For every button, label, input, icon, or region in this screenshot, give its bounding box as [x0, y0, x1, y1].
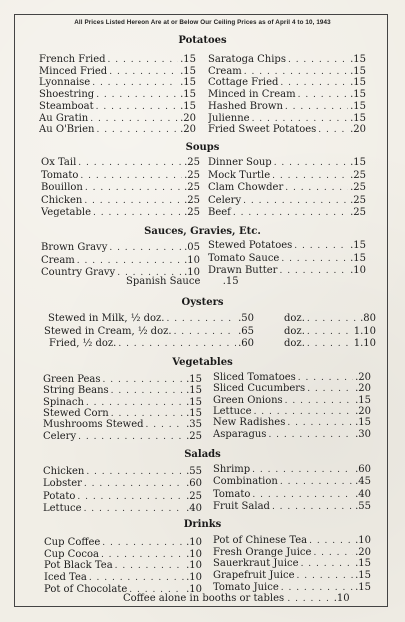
menu-item — [44, 549, 202, 561]
item-name: Steamboat — [39, 100, 94, 112]
dot-leader — [274, 157, 348, 169]
item-name: Clam Chowder — [208, 182, 284, 193]
item-price: .55 — [186, 466, 202, 477]
menu-item — [41, 157, 200, 169]
item-name: Stewed in Cream, ½ doz. — [44, 325, 172, 337]
dot-leader — [103, 374, 185, 386]
item-price: .15 — [355, 394, 371, 406]
menu-item — [208, 101, 366, 113]
dozen-price: 1.10 — [353, 338, 376, 350]
dot-leader — [281, 582, 353, 594]
item-name: Fried, ½ doz. — [49, 338, 117, 350]
item-name: Hashed Brown — [208, 100, 283, 112]
item-name: Spinach — [43, 396, 84, 408]
menu-item — [208, 66, 366, 78]
dot-leader — [78, 157, 182, 169]
item-name: Fried Sweet Potatoes — [208, 124, 317, 136]
item-price: .25 — [350, 182, 366, 193]
item-name: Ox Tail — [41, 157, 77, 168]
item-price: .25 — [186, 490, 202, 502]
item-price: .10 — [186, 560, 202, 572]
dot-leader — [115, 560, 184, 572]
item-name: Stewed Corn — [43, 407, 109, 419]
dozen-price: 1.10 — [353, 325, 376, 337]
dot-leader — [254, 406, 354, 418]
menu-item — [41, 170, 200, 182]
dot-leader — [96, 89, 178, 101]
menu-item — [43, 478, 202, 490]
menu-item — [43, 491, 202, 503]
menu-item — [213, 535, 371, 547]
dot-leader — [272, 170, 348, 182]
item-price: .10 — [186, 583, 202, 595]
item-price: .20 — [355, 383, 371, 395]
item-name: Bouillon — [41, 182, 83, 193]
dot-leader — [108, 54, 179, 66]
item-price: .20 — [355, 372, 371, 383]
menu-item — [41, 207, 200, 219]
item-price: .10 — [184, 254, 200, 266]
menu-item — [208, 170, 366, 182]
item-price: .15 — [186, 385, 202, 397]
item-name: Tomato Juice — [213, 581, 279, 593]
menu-item — [213, 558, 371, 570]
item-name: Shoestring — [39, 89, 95, 101]
item-price: .15 — [355, 417, 371, 429]
dot-leader — [243, 195, 348, 207]
item-name: Celery — [208, 194, 242, 206]
drinks-footer-item: Coffee alone in booths or tables . . . . . . .10 — [123, 593, 350, 604]
dot-leader — [174, 326, 237, 338]
dot-leader — [288, 54, 348, 66]
dot-leader — [77, 491, 184, 503]
item-price: .20 — [355, 546, 371, 558]
menu-item — [213, 489, 371, 501]
half-dozen-price: .50 — [238, 313, 254, 324]
item-name: Saratoga Chips — [208, 54, 286, 65]
dot-leader — [77, 255, 182, 267]
item-name: Cream — [41, 254, 75, 266]
oyster-dozen — [284, 326, 376, 338]
item-name: Cup Coffee — [44, 537, 101, 548]
dot-leader — [301, 558, 354, 570]
item-name: Chicken — [43, 466, 85, 477]
menu-item — [43, 385, 202, 397]
item-price: .15 — [180, 54, 196, 65]
item-name: Tomato — [41, 169, 79, 181]
item-price: .15 — [350, 112, 366, 124]
dot-leader — [268, 429, 353, 441]
dot-leader — [101, 549, 184, 561]
item-name: Fruit Salad — [213, 500, 270, 512]
menu-item — [208, 113, 366, 125]
item-name: Coffee alone in booths or tables — [123, 593, 285, 604]
menu-item — [39, 124, 196, 136]
menu-item — [43, 419, 202, 431]
item-price: .20 — [350, 124, 366, 136]
item-price: .25 — [186, 430, 202, 442]
menu-item — [39, 77, 196, 89]
sauces-extra-item — [126, 276, 239, 288]
item-price: .15 — [350, 100, 366, 112]
menu-item — [41, 195, 200, 207]
item-name: Mushrooms Stewed — [43, 419, 144, 431]
item-name: Sauerkraut Juice — [213, 558, 299, 570]
menu-item — [208, 77, 366, 89]
menu-item — [43, 466, 202, 478]
dot-leader — [89, 572, 184, 584]
item-name: Mock Turtle — [208, 169, 271, 181]
dot-leader — [96, 124, 178, 136]
item-name: Drawn Butter — [208, 265, 278, 276]
item-name: Lyonnaise — [39, 77, 91, 89]
dot-leader — [109, 66, 178, 78]
menu-item — [39, 113, 196, 125]
dot-leader — [86, 466, 184, 478]
section-title-soups: Soups — [185, 142, 220, 153]
item-price: .15 — [350, 77, 366, 89]
menu-item — [39, 89, 196, 101]
dot-leader — [86, 397, 184, 409]
section-title-oysters: Oysters — [181, 297, 224, 308]
menu-item — [213, 547, 371, 559]
menu-item — [208, 182, 366, 194]
menu-item — [43, 431, 202, 443]
menu-item — [44, 572, 202, 584]
item-price: .55 — [355, 500, 371, 512]
item-price: .10 — [186, 572, 202, 584]
section-title-sauces: Sauces, Gravies, Etc. — [144, 226, 261, 237]
dozen-label: doz. — [284, 313, 305, 324]
menu-item — [208, 89, 366, 101]
menu-item — [43, 503, 202, 515]
dot-leader — [111, 408, 184, 420]
item-price: .40 — [355, 488, 371, 500]
item-name: Chicken — [41, 194, 83, 206]
item-price: .10 — [184, 267, 200, 278]
dot-leader — [272, 501, 353, 513]
item-name: Tomato Sauce — [208, 252, 280, 264]
dot-leader — [146, 419, 185, 431]
item-price: .30 — [355, 428, 371, 440]
menu-item — [39, 54, 196, 66]
dot-leader — [285, 182, 348, 194]
item-name: Green Peas — [43, 374, 101, 385]
dot-leader — [287, 417, 353, 429]
menu-item — [39, 101, 196, 113]
item-name: Shrimp — [213, 464, 251, 475]
item-price: .15 — [180, 100, 196, 112]
menu-item — [44, 560, 202, 572]
menu-item — [44, 537, 202, 549]
item-price: .25 — [184, 182, 200, 193]
item-price: .20 — [180, 124, 196, 136]
item-name: Fresh Orange Juice — [213, 546, 312, 558]
menu-item — [208, 124, 366, 136]
dot-leader — [281, 253, 348, 265]
dot-leader — [118, 338, 236, 350]
oyster-item — [44, 326, 254, 338]
item-price: .15 — [180, 65, 196, 77]
item-price: .15 — [186, 374, 202, 385]
item-name: Lobster — [43, 478, 82, 490]
item-price: .35 — [186, 419, 202, 431]
item-name: Grapefruit Juice — [213, 570, 295, 582]
item-price: .25 — [350, 194, 366, 206]
oyster-dozen — [284, 313, 376, 325]
menu-item — [208, 195, 366, 207]
item-name: String Beans — [43, 385, 109, 397]
dot-leader — [307, 313, 358, 325]
dot-leader — [285, 395, 353, 407]
dot-leader — [294, 240, 348, 252]
menu-item — [213, 372, 371, 384]
menu-item — [213, 395, 371, 407]
menu-item — [213, 570, 371, 582]
item-name: Asparagus — [213, 428, 267, 440]
dozen-label: doz. — [284, 325, 305, 337]
dot-leader — [84, 478, 184, 490]
menu-item — [208, 157, 366, 169]
menu-item — [213, 464, 371, 476]
item-price: .15 — [350, 54, 366, 65]
item-name: Iced Tea — [44, 572, 87, 584]
item-price: .15 — [355, 558, 371, 570]
menu-item — [213, 417, 371, 429]
item-name: Minced in Cream — [208, 89, 296, 101]
menu-item — [43, 397, 202, 409]
dot-leader — [307, 338, 352, 350]
dozen-price: .80 — [360, 313, 376, 324]
item-name: French Fried — [39, 54, 106, 65]
dot-leader — [252, 489, 353, 501]
dot-leader — [298, 89, 349, 101]
dot-leader — [233, 207, 348, 219]
item-price: .15 — [355, 581, 371, 593]
menu-item — [43, 374, 202, 386]
dot-leader — [111, 385, 184, 397]
item-price: .10 — [355, 535, 371, 546]
item-price: .25 — [184, 194, 200, 206]
item-name: Green Onions — [213, 394, 283, 406]
item-price: .15 — [350, 240, 366, 251]
item-price: .15 — [222, 276, 239, 287]
dot-leader — [297, 570, 354, 582]
dot-leader — [309, 535, 353, 547]
item-name: Spanish Sauce — [126, 276, 201, 287]
item-name: Lettuce — [43, 502, 82, 514]
item-name: Brown Gravy — [41, 242, 108, 253]
item-price: .15 — [180, 89, 196, 101]
item-price: .40 — [186, 502, 202, 514]
dozen-label: doz. — [284, 338, 305, 350]
dot-leader — [93, 207, 182, 219]
item-price: .10 — [186, 537, 202, 548]
dot-leader — [84, 503, 185, 515]
menu-item — [213, 582, 371, 594]
menu-item — [208, 253, 366, 265]
item-price: .15 — [355, 570, 371, 582]
item-price: .15 — [350, 65, 366, 77]
item-name: Au O'Brien — [39, 124, 95, 136]
item-price: .15 — [186, 396, 202, 408]
item-price: .10 — [333, 593, 350, 604]
item-name: Tomato — [213, 488, 251, 500]
menu-item — [43, 408, 202, 420]
section-title-vegetables: Vegetables — [172, 357, 233, 368]
dot-leader — [78, 431, 184, 443]
item-name: Cup Cocoa — [44, 548, 99, 560]
item-name: New Radishes — [213, 417, 286, 429]
item-price: .15 — [350, 157, 366, 168]
dot-leader — [102, 537, 184, 549]
section-title-drinks: Drinks — [183, 519, 222, 530]
item-name: Combination — [213, 476, 278, 488]
item-price: .25 — [184, 157, 200, 168]
item-price: .15 — [350, 252, 366, 264]
menu-item — [208, 54, 366, 66]
item-price: .15 — [180, 77, 196, 89]
dot-leader — [109, 242, 182, 254]
section-title-salads: Salads — [184, 449, 221, 460]
dot-leader — [96, 101, 178, 113]
item-name: Dinner Soup — [208, 157, 272, 168]
item-price: .15 — [350, 89, 366, 101]
section-title-potatoes: Potatoes — [178, 35, 227, 46]
item-name: Cottage Fried — [208, 77, 279, 89]
oyster-item — [48, 313, 254, 325]
half-dozen-price: .60 — [238, 338, 254, 350]
menu-item — [39, 66, 196, 78]
oyster-dozen — [284, 338, 376, 350]
menu-item — [213, 429, 371, 441]
item-name: Pot Black Tea — [44, 560, 113, 572]
item-price: .20 — [180, 112, 196, 124]
dot-leader — [92, 77, 178, 89]
item-name: Celery — [43, 430, 77, 442]
item-name: Sliced Cucumbers — [213, 383, 306, 395]
menu-item — [213, 406, 371, 418]
menu-item — [213, 501, 371, 513]
item-price: .60 — [186, 478, 202, 490]
dot-leader — [313, 547, 353, 559]
item-price: .45 — [355, 476, 371, 488]
dot-leader — [244, 66, 348, 78]
dot-leader — [84, 195, 182, 207]
item-name: Julienne — [208, 112, 250, 124]
dot-leader — [307, 326, 352, 338]
item-name: Stewed in Milk, ½ doz. — [48, 313, 165, 324]
dot-leader — [252, 113, 349, 125]
dot-leader — [307, 383, 353, 395]
item-name: Cream — [208, 65, 242, 77]
dot-leader — [285, 101, 348, 113]
item-name: Stewed Potatoes — [208, 240, 293, 251]
item-name: Vegetable — [41, 207, 92, 218]
item-price: .05 — [184, 242, 200, 253]
dot-leader — [90, 113, 178, 125]
item-name: Potato — [43, 490, 76, 502]
oyster-item — [49, 338, 254, 350]
dot-leader — [298, 372, 353, 384]
dot-leader — [80, 170, 182, 182]
item-price: .60 — [355, 464, 371, 475]
item-price: .25 — [184, 207, 200, 218]
dot-leader — [85, 182, 182, 194]
menu-item — [208, 240, 366, 252]
dot-leader — [252, 464, 353, 476]
item-name: Country Gravy — [41, 267, 116, 278]
item-name: Lettuce — [213, 405, 252, 417]
item-name: Pot of Chocolate — [44, 583, 128, 595]
item-name: Sliced Tomatoes — [213, 372, 296, 383]
dot-leader — [318, 124, 348, 136]
item-price: .25 — [350, 207, 366, 218]
item-price: .20 — [355, 405, 371, 417]
menu-item — [41, 182, 200, 194]
item-price: .10 — [350, 265, 366, 276]
item-name: Pot of Chinese Tea — [213, 535, 308, 546]
dot-leader — [280, 476, 353, 488]
ceiling-price-notice: All Prices Listed Hereon Are at or Below Our Ceiling Prices as of April 4 to 10, 1943 — [74, 19, 331, 26]
item-name: Beef — [208, 207, 231, 218]
menu-item — [41, 255, 200, 267]
dot-leader — [279, 265, 348, 277]
item-price: .25 — [350, 169, 366, 181]
menu-item — [213, 383, 371, 395]
item-name: Minced Fried — [39, 65, 108, 77]
half-dozen-price: .65 — [238, 325, 254, 337]
menu-item — [41, 242, 200, 254]
dot-leader — [280, 77, 348, 89]
item-price: .25 — [184, 169, 200, 181]
menu-item — [213, 476, 371, 488]
item-price: .15 — [186, 407, 202, 419]
item-price: .10 — [186, 548, 202, 560]
dot-leader — [166, 313, 236, 325]
menu-item — [208, 207, 366, 219]
item-name: Au Gratin — [39, 112, 89, 124]
